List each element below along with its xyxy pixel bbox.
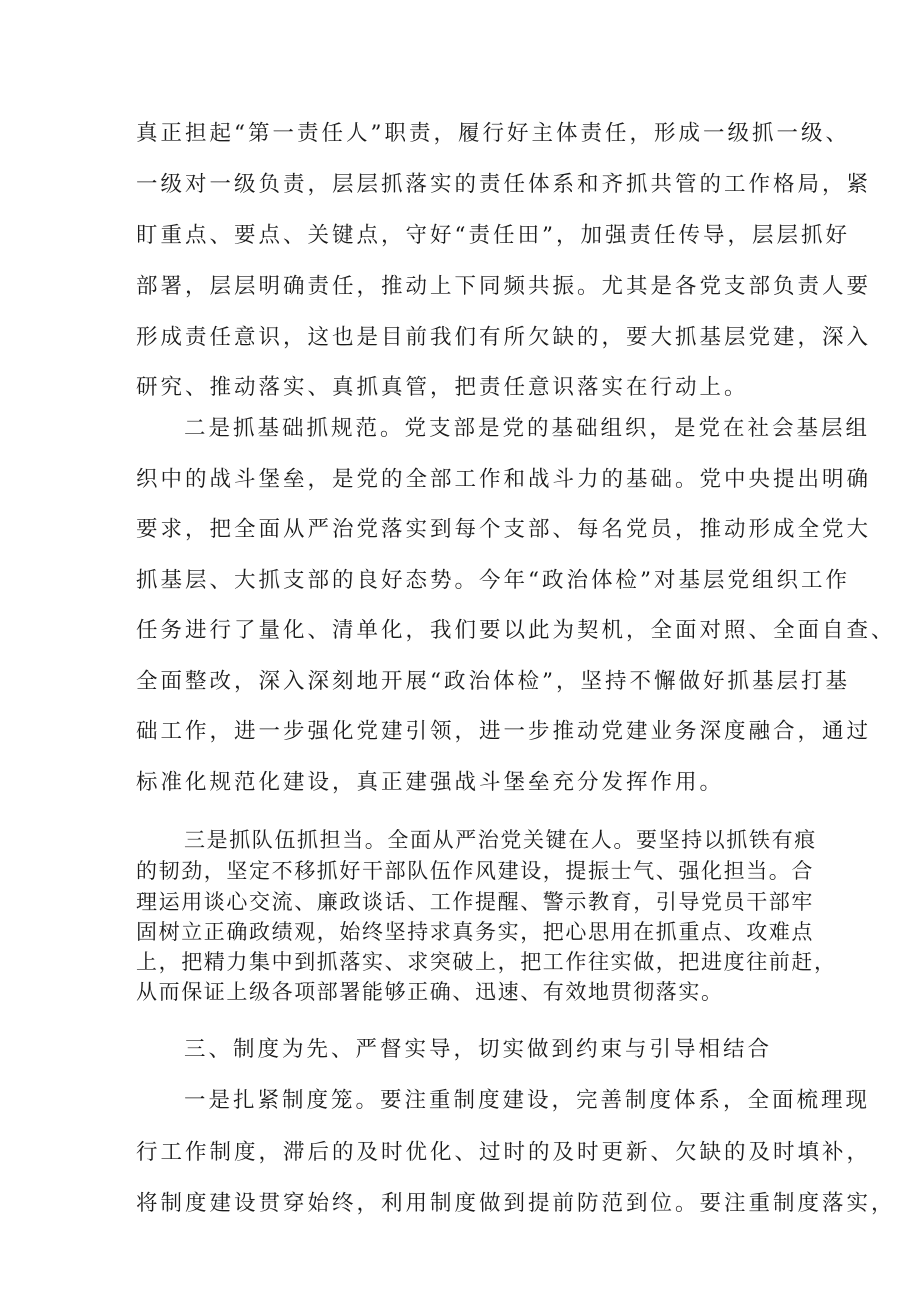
paragraph-line: 固树立正确政绩观，始终坚持求真务实，把心思用在抓重点、攻难点 — [136, 920, 814, 944]
paragraph-line: 础工作，进一步强化党建引领，进一步推动党建业务深度融合，通过 — [136, 719, 872, 744]
paragraph-line: 的韧劲，坚定不移抓好干部队伍作风建设，提振士气、强化担当。合 — [136, 859, 814, 883]
paragraph-line: 研究、推动落实、真抓真管，把责任意识落实在行动上。 — [136, 375, 749, 400]
paragraph-line: 将制度建设贯穿始终，利用制度做到提前防范到位。要注重制度落实， — [136, 1191, 896, 1216]
paragraph-line: 真正担起“第一责任人”职责，履行好主体责任，形成一级抓一级、 — [136, 121, 850, 146]
paragraph-line: 二是抓基础抓规范。党支部是党的基础组织，是党在社会基层组 — [184, 416, 871, 441]
paragraph-line: 行工作制度，滞后的及时优化、过时的及时更新、欠缺的及时填补， — [136, 1140, 872, 1165]
paragraph-line: 理运用谈心交流、廉政谈话、工作提醒、警示教育，引导党员干部牢 — [136, 890, 814, 914]
paragraph-line: 从而保证上级各项部署能够正确、迅速、有效地贯彻落实。 — [136, 980, 724, 1004]
paragraph-line: 部署，层层明确责任，推动上下同频共振。尤其是各党支部负责人要 — [136, 274, 872, 299]
paragraph-line: 要求，把全面从严治党落实到每个支部、每名党员，推动形成全党大 — [136, 517, 872, 542]
paragraph-line: 任务进行了量化、清单化，我们要以此为契机，全面对照、全面自查、 — [136, 618, 896, 643]
paragraph-line: 三是抓队伍抓担当。全面从严治党关键在人。要坚持以抓铁有痕 — [184, 828, 817, 852]
paragraph-line: 上，把精力集中到抓落实、求突破上，把工作往实做，把进度往前赶， — [136, 950, 837, 974]
paragraph-line: 全面整改，深入深刻地开展“政治体检”，坚持不懈做好抓基层打基 — [136, 669, 850, 694]
paragraph-line: 一级对一级负责，层层抓落实的责任体系和齐抓共管的工作格局，紧 — [136, 172, 872, 197]
paragraph-line: 盯重点、要点、关键点，守好“责任田”，加强责任传导，层层抓好 — [136, 223, 850, 248]
paragraph-line: 抓基层、大抓支部的良好态势。今年“政治体检”对基层党组织工作 — [136, 568, 850, 593]
section-heading: 三、制度为先、严督实导，切实做到约束与引导相结合 — [184, 1037, 773, 1062]
paragraph-line: 标准化规范化建设，真正建强战斗堡垒充分发挥作用。 — [136, 770, 725, 795]
paragraph-line: 一是扎紧制度笼。要注重制度建设，完善制度体系，全面梳理现 — [184, 1088, 871, 1113]
paragraph-line: 形成责任意识，这也是目前我们有所欠缺的，要大抓基层党建，深入 — [136, 325, 872, 350]
paragraph-line: 织中的战斗堡垒，是党的全部工作和战斗力的基础。党中央提出明确 — [136, 467, 872, 492]
